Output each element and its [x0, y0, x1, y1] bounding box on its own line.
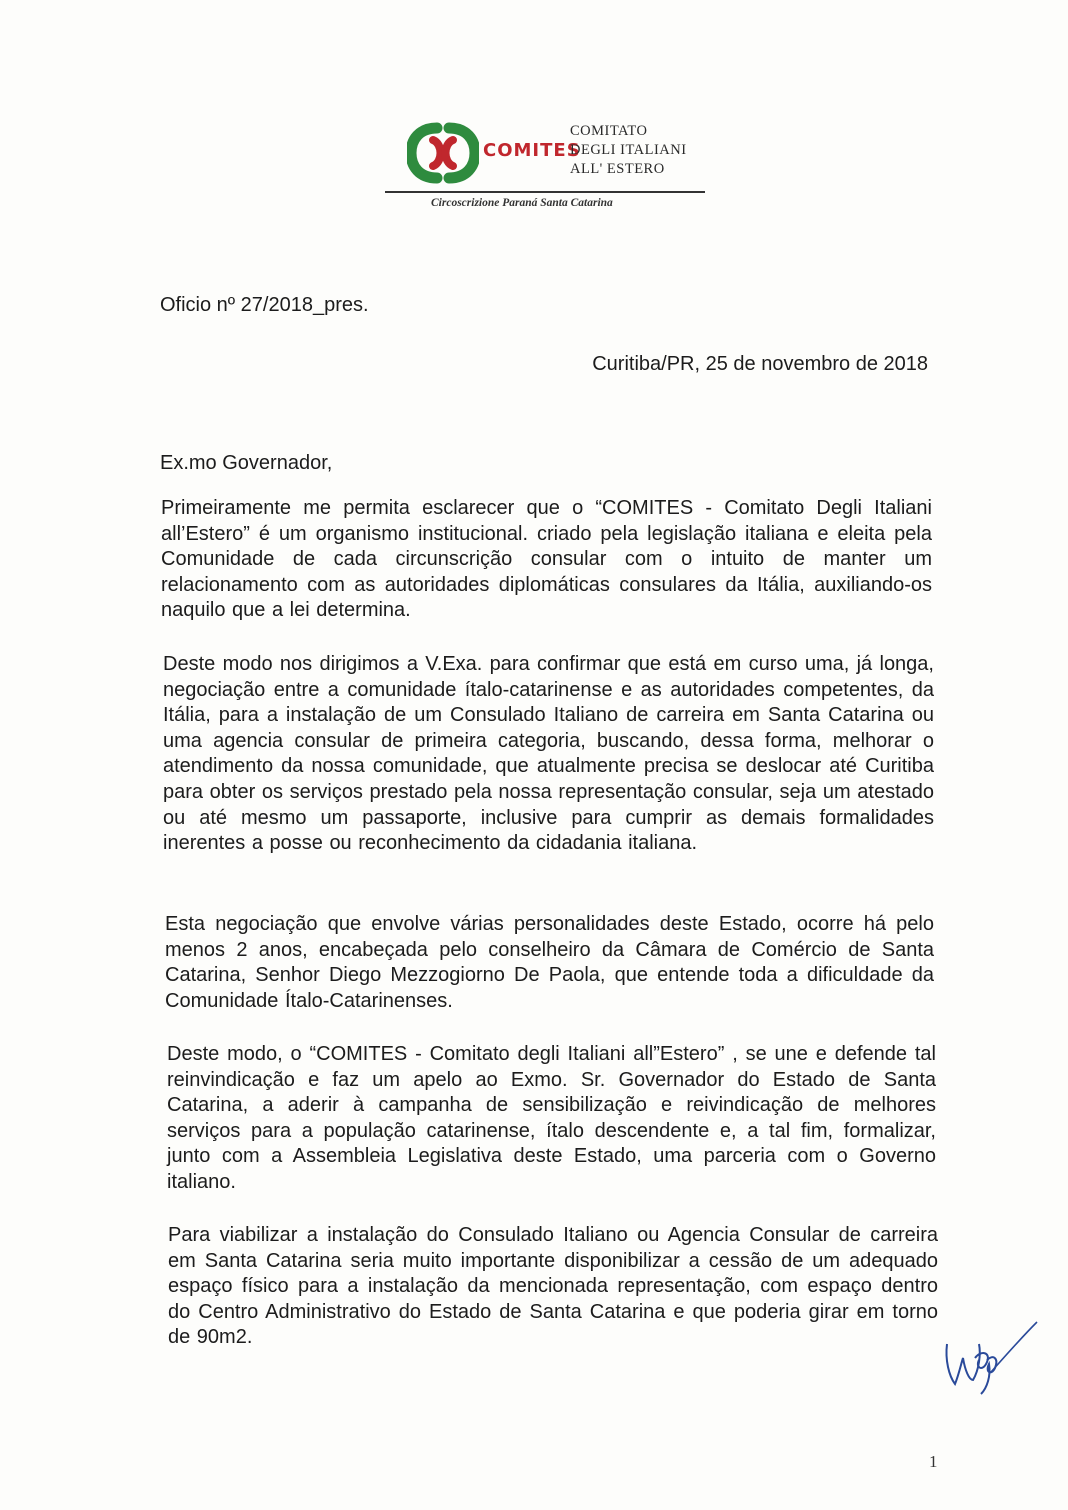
circoscrizione-label: Circoscrizione Paraná Santa Catarina: [431, 197, 613, 209]
paragraph-5: Para viabilizar a instalação do Consulado Italiano ou Agencia Consular de carreira em Santa Catarina seria muito importante disponibilizar a cessão de um adequado espaço físico para a instalação da mencionada representação, com espaço dentro do Centro Administrativo do Estado de Santa Catarina e que poderia girar em torno de 90m2.: [168, 1224, 938, 1349]
initials-signature-icon: [935, 1314, 1045, 1398]
comites-logo-icon: [407, 122, 479, 184]
org-line-2: DEGLI ITALIANI: [570, 142, 687, 158]
letter-reference: Oficio nº 27/2018_pres.: [160, 294, 369, 316]
org-line-1: COMITATO: [570, 123, 648, 139]
page-number: 1: [929, 1452, 938, 1471]
paragraph-2: Deste modo nos dirigimos a V.Exa. para confirmar que está em curso uma, já longa, negociação entre a comunidade ítalo-catarinense e as autoridades competentes, da Itália, para a instalação de um Consulado Italiano de carreira em Santa Catarina ou uma agencia consular de primeira categoria, buscando, dessa forma, melhorar o atendimento da nossa comunidade, que atualmente precisa se deslocar até Curitiba para obter os serviços prestado pela nossa representação consular, seja um atestado ou até mesmo um passaporte, inclusive para cumprir as demais formalidades inerentes a posse ou reconhecimento da cidadania italiana.: [163, 653, 934, 855]
letterhead: [385, 118, 715, 218]
salutation: Ex.mo Governador,: [160, 452, 333, 474]
letter-date: Curitiba/PR, 25 de novembro de 2018: [592, 353, 928, 375]
letterhead-rule: [385, 191, 705, 193]
logo-wordmark: COMITES: [483, 140, 581, 161]
paragraph-3: Esta negociação que envolve várias personalidades deste Estado, ocorre há pelo menos 2 anos, encabeçada pelo conselheiro da Câmara de Comércio de Santa Catarina, Senhor Diego Mezzogiorno De Paola, que entende toda a dificuldade da Comunidade Ítalo-Catarinenses.: [165, 913, 934, 1012]
organization-name: [570, 122, 687, 179]
paragraph-4: Deste modo, o “COMITES - Comitato degli Italiani all”Estero” , se une e defende tal reinvindicação e faz um apelo ao Exmo. Sr. Governador do Estado de Santa Catarina, a aderir à campanha de sensibilização e reivindicação de melhores serviços para a população catarinense, ítalo descendente e, a tal fim, formalizar, junto com a Assembleia Legislativa deste Estado, uma parceria com o Governo italiano.: [167, 1043, 936, 1193]
org-line-3: ALL' ESTERO: [570, 161, 665, 177]
paragraph-1: Primeiramente me permita esclarecer que o “COMITES - Comitato Degli Italiani all’Estero” é um organismo institucional. criado pela legislação italiana e eleita pela Comunidade de cada circunscrição consular com o intuito de manter um relacionamento com as autoridades diplomáticas consulares da Itália, auxiliando-os naquilo que a lei determina.: [161, 497, 932, 622]
